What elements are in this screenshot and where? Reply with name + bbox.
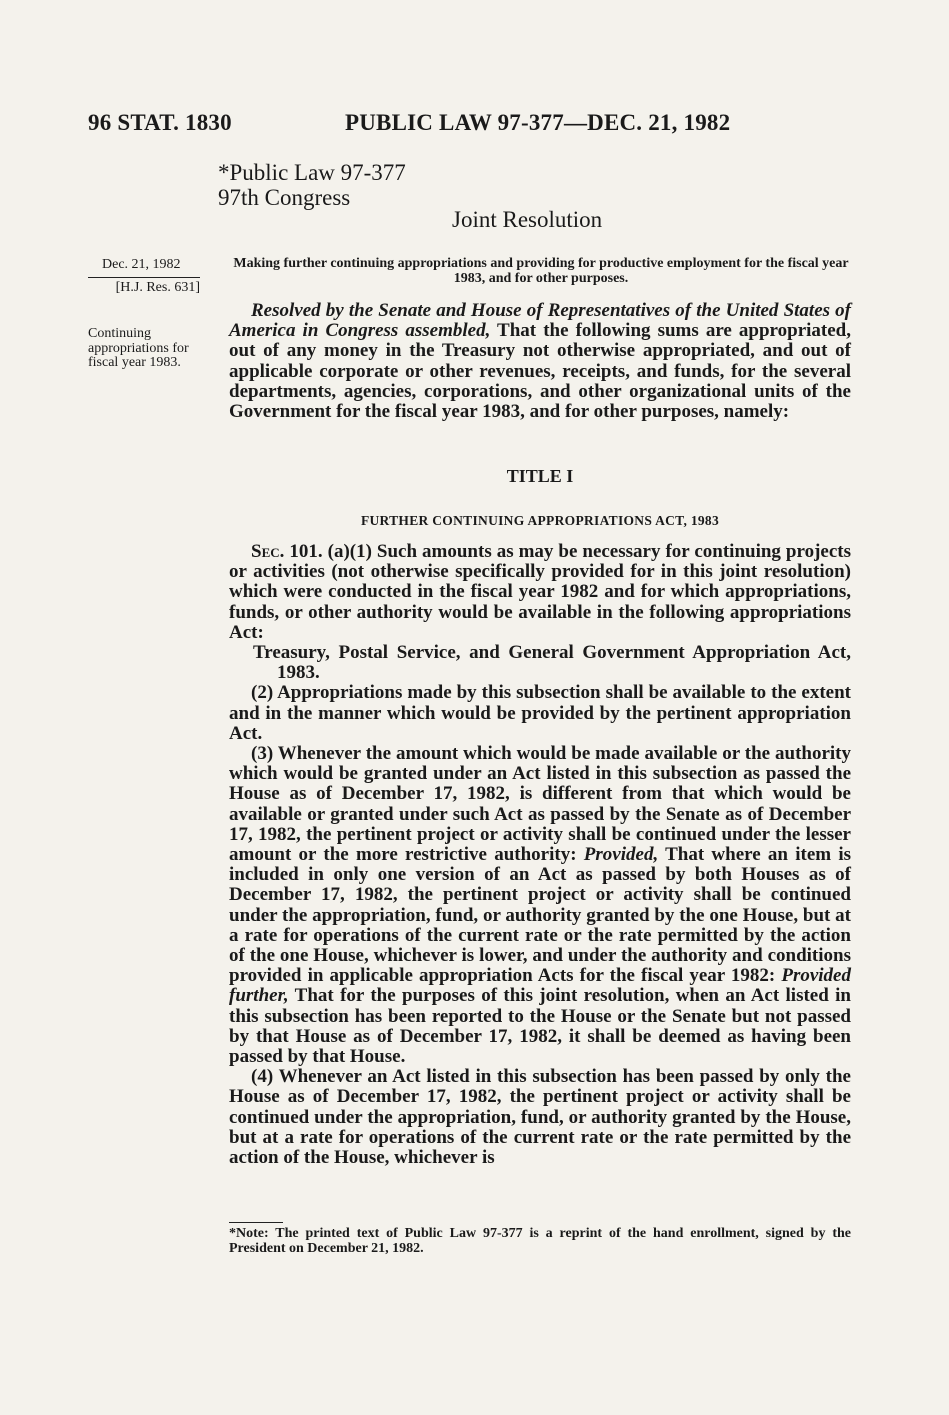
section-101-paragraph-3: (3) Whenever the amount which would be made available or the authority which would be granted under an Act listed in this subsection as passed the House as of December 17, 1982, is different from that which would be available or granted under such Act as passed by the Senate as of December 17, 1982, the pertinent project or activity shall be continued under the lesser amount or the more restrictive authority: Provided, That where an item is included in only one version of an Act as passed by both Houses as of December 17, 1982, the pertinent project or activity shall be continued under the appropriation, fund, or authority granted by the one House, but at a rate for operations of the current rate or the rate permitted by the action of the one House, whichever is lower, and under the authority and conditions provided in applicable appropriation Acts for the fiscal year 1982: Provided further, That for the purposes of this joint resolution, when an Act listed in this subsection has been reported to the House or the Senate but not passed by that House as of December 17, 1982, it shall be deemed as having been passed by that House. [229, 743, 852, 1068]
margin-date: Dec. 21, 1982 [102, 257, 181, 272]
footnote-rule [229, 1222, 283, 1223]
section-101 [229, 542, 851, 1168]
public-law-number: *Public Law 97-377 [218, 160, 406, 185]
margin-bill-number: [H.J. Res. 631] [88, 277, 200, 295]
section-label: Sec [251, 541, 280, 562]
running-header-title: PUBLIC LAW 97-377—DEC. 21, 1982 [345, 110, 731, 135]
resolving-clause [229, 301, 851, 422]
section-101-paragraph-2: (2) Appropriations made by this subsection shall be available to the extent and in the manner which would be provided by the pertinent appropriation Act. [229, 682, 851, 744]
congress-label: 97th Congress [218, 185, 351, 210]
resolution-description: Making further continuing appropriations and providing for productive employment for the fiscal year 1983, and for other purposes. [233, 256, 849, 286]
section-101-paragraph-4: (4) Whenever an Act listed in this subsection has been passed by only the House as of December 17, 1982, the pertinent project or activity shall be continued under the appropriation, fund, or authority granted by the House, but at a rate for operations of the current rate or the rate permitted by the action of the House, whichever is [229, 1066, 851, 1169]
margin-note: Continuing appropriations for fiscal year 1983. [88, 326, 189, 370]
resolving-clause-text: That the following sums are appropriated, out of any money in the Treasury not otherwise appropriated, and out of applicable corporate or other revenues, receipts, and funds, for the several departments, agencies, corporations, and other organizational units of the Government for the fiscal year 1983, and for other purposes, namely: [229, 320, 851, 423]
statute-page-number: 96 STAT. 1830 [88, 110, 232, 135]
title-heading: TITLE I [506, 466, 574, 486]
proviso-italic: Provided, [583, 844, 659, 866]
title-subheading: FURTHER CONTINUING APPROPRIATIONS ACT, 1983 [360, 513, 720, 528]
footnote: *Note: The printed text of Public Law 97-377 is a reprint of the hand enrollment, signed by the President on December 21, 1982. [229, 1226, 851, 1256]
section-101-act-item: Treasury, Postal Service, and General Government Appropriation Act, 1983. [253, 642, 851, 684]
section-101-paragraph-1: Sec. 101. (a)(1) Such amounts as may be necessary for continuing projects or activities (not otherwise specifically provided for in this joint resolution) which were conducted in the fiscal year 1982 and for which appropriations, funds, or other authority would be available in the following appropriations Act: [229, 541, 851, 643]
resolving-clause-italic: Resolved by the Senate and House of Representatives of the United States of America in Congress assembled, [229, 300, 851, 342]
proviso-further-italic: Provided further, [229, 965, 851, 1007]
document-type-heading: Joint Resolution [452, 207, 603, 232]
